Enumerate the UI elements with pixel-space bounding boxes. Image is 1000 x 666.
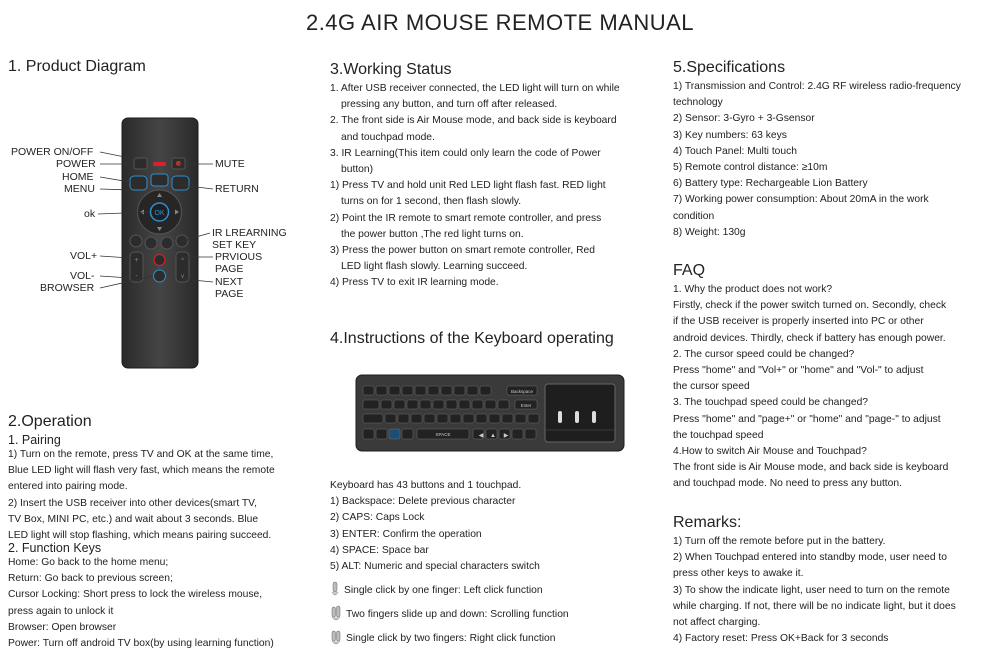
operation-heading: 2.Operation xyxy=(8,413,92,430)
faq-line: the cursor speed xyxy=(673,381,750,393)
working-status-text xyxy=(330,81,620,292)
faq-line: Firstly, check if the power switch turned on. Secondly, check xyxy=(673,300,947,312)
faq-line: the touchpad speed xyxy=(673,429,764,441)
working-status-heading: 3.Working Status xyxy=(330,61,452,78)
remarks-heading: Remarks: xyxy=(673,514,742,531)
keyboard-item: 2) CAPS: Caps Lock xyxy=(330,512,425,524)
working-line: the power button ,The red light turns on. xyxy=(341,228,524,240)
backspace-key-label: Backspace xyxy=(510,389,534,394)
working-line: turns on for 1 second, then flash slowly. xyxy=(341,196,522,208)
spec-line: 8) Weight: 130g xyxy=(673,226,746,238)
svg-text:◀: ◀ xyxy=(478,433,484,439)
label-next-page-1: NEXT xyxy=(215,276,244,288)
faq-heading: FAQ xyxy=(673,262,706,279)
label-return: RETURN xyxy=(215,183,259,195)
space-key-label: SPACE xyxy=(435,432,451,437)
svg-text:▲: ▲ xyxy=(490,433,496,439)
function-line: Cursor Locking: Short press to lock the wireless mouse, xyxy=(8,589,263,601)
svg-text:v: v xyxy=(181,274,184,280)
spec-line: 3) Key numbers: 63 keys xyxy=(673,129,787,141)
pairing-line: 1) Turn on the remote, press TV and OK at the same time, xyxy=(8,449,274,460)
pairing-line: TV Box, MINI PC, etc.) and wait about 3 seconds. Blue xyxy=(8,513,259,525)
working-line: 4) Press TV to exit IR learning mode. xyxy=(330,277,499,289)
working-line: 1. After USB receiver connected, the LED light will turn on while xyxy=(330,83,620,94)
function-line: Browser: Open browser xyxy=(8,621,117,633)
faq-line: Press "home" and "page+" or "home" and "page-" to adjust xyxy=(673,413,941,425)
working-line: 2. The front side is Air Mouse mode, and back side is keyboard xyxy=(330,115,617,127)
spec-line: technology xyxy=(673,97,723,109)
keyboard-illustration xyxy=(355,374,625,452)
faq-line: and touchpad mode. No need to press any button. xyxy=(673,478,902,490)
label-ir-learning: IR LREARNING xyxy=(212,227,287,239)
gesture-label: Single click by two fingers: Right click function xyxy=(346,632,556,644)
spec-line: condition xyxy=(673,210,715,222)
label-next-page-2: PAGE xyxy=(215,288,244,300)
function-line: press again to unlock it xyxy=(8,605,114,617)
spec-line: 7) Working power consumption: About 20mA in the work xyxy=(673,194,929,206)
specifications-text xyxy=(673,79,961,241)
gesture-label: Two fingers slide up and down: Scrolling function xyxy=(346,608,569,620)
remark-line: press other keys to awake it. xyxy=(673,568,804,580)
spec-line: 1) Transmission and Control: 2.4G RF wireless radio-frequency xyxy=(673,81,961,92)
two-finger-scroll-icon xyxy=(330,604,342,624)
two-finger-tap-icon xyxy=(330,628,342,648)
remark-line: 3) To show the indicate light, user need to turn on the remote xyxy=(673,584,950,596)
working-line: 3) Press the power button on smart remote controller, Red xyxy=(330,245,595,257)
gesture-list xyxy=(330,578,569,650)
faq-line: Press "home" and "Vol+" or "home" and "Vol-" to adjust xyxy=(673,365,924,377)
enter-key-label: Enter xyxy=(520,403,532,408)
label-mute: MUTE xyxy=(215,158,245,170)
svg-text:+: + xyxy=(134,257,139,264)
specifications-heading: 5.Specifications xyxy=(673,59,786,76)
remarks-text xyxy=(673,534,956,647)
touchpad xyxy=(545,384,615,442)
function-line: Return: Go back to previous screen; xyxy=(8,573,173,585)
working-line: button) xyxy=(341,164,374,176)
spec-line: 4) Touch Panel: Multi touch xyxy=(673,145,798,157)
label-menu: MENU xyxy=(64,183,95,195)
faq-line: 2. The cursor speed could be changed? xyxy=(673,348,855,360)
gesture-item xyxy=(330,578,569,602)
page-title: 2.4G AIR MOUSE REMOTE MANUAL xyxy=(305,10,695,35)
pairing-text xyxy=(8,447,275,544)
faq-line: 1. Why the product does not work? xyxy=(673,284,833,295)
label-set-key: SET KEY xyxy=(212,239,257,251)
spec-line: 6) Battery type: Rechargeable Lion Battery xyxy=(673,178,868,190)
label-power-onoff: POWER ON/OFF xyxy=(11,146,94,158)
diagram-leader-lines xyxy=(0,0,263,320)
working-line: pressing any button, and turn off after released. xyxy=(341,99,558,111)
keyboard-summary: Keyboard has 43 buttons and 1 touchpad. xyxy=(330,480,522,491)
faq-line: 3. The touchpad speed could be changed? xyxy=(673,397,869,409)
label-previous-page-2: PAGE xyxy=(215,263,244,275)
faq-text xyxy=(673,282,948,493)
remark-line: 4) Factory reset: Press OK+Back for 3 seconds xyxy=(673,633,889,645)
faq-line: android devices. Thirdly, check if battery has enough power. xyxy=(673,332,946,344)
function-line: Power: Turn off android TV box(by using learning function) xyxy=(8,638,274,650)
keyboard-item: 5) ALT: Numeric and special characters switch xyxy=(330,561,540,573)
label-ok: ok xyxy=(84,208,96,220)
label-previous-page-1: PRVIOUS xyxy=(215,251,263,263)
label-power: POWER xyxy=(56,158,96,170)
label-vol-minus: VOL- xyxy=(70,270,95,282)
diagram-heading: 1. Product Diagram xyxy=(8,58,146,75)
pairing-line: LED light will stop flashing, which means pairing succeed. xyxy=(8,530,272,542)
function-keys-heading: 2. Function Keys xyxy=(8,541,102,555)
spec-line: 5) Remote control distance: ≥10m xyxy=(673,162,828,174)
gesture-item xyxy=(330,602,569,626)
function-keys-text xyxy=(8,555,274,652)
faq-line: if the USB receiver is properly inserted into PC or other xyxy=(673,316,924,328)
gesture-label: Single click by one finger: Left click function xyxy=(344,584,543,596)
pairing-line: 2) Insert the USB receiver into other devices(smart TV, xyxy=(8,497,257,509)
keyboard-heading: 4.Instructions of the Keyboard operating xyxy=(330,330,614,347)
pairing-line: Blue LED light will flash very fast, which means the remote xyxy=(8,465,275,477)
faq-line: The front side is Air Mouse mode, and back side is keyboard xyxy=(673,462,949,474)
label-home: HOME xyxy=(62,171,94,183)
gesture-item xyxy=(330,626,569,650)
label-vol-plus: VOL+ xyxy=(70,250,98,262)
label-browser: BROWSER xyxy=(40,282,95,294)
ok-key-label: OK xyxy=(154,210,165,217)
faq-line: 4.How to switch Air Mouse and Touchpad? xyxy=(673,446,867,458)
svg-text:▶: ▶ xyxy=(503,433,509,439)
remark-line: 2) When Touchpad entered into standby mode, user need to xyxy=(673,552,948,564)
remark-line: while charging. If not, there will be no indicate light, but it does xyxy=(673,600,956,612)
svg-text:-: - xyxy=(135,273,138,280)
svg-text:^: ^ xyxy=(181,258,184,264)
spec-line: 2) Sensor: 3-Gyro + 3-Gsensor xyxy=(673,113,815,125)
pairing-line: entered into pairing mode. xyxy=(8,481,128,493)
function-line: Home: Go back to the home menu; xyxy=(8,557,169,568)
pairing-heading: 1. Pairing xyxy=(8,433,61,447)
keyboard-text xyxy=(330,478,540,575)
keyboard-item: 4) SPACE: Space bar xyxy=(330,544,429,556)
keyboard-item: 3) ENTER: Confirm the operation xyxy=(330,528,482,540)
remark-line: 1) Turn off the remote before put in the battery. xyxy=(673,536,886,547)
working-line: 2) Point the IR remote to smart remote controller, and press xyxy=(330,212,602,224)
one-finger-tap-icon xyxy=(330,580,340,600)
keyboard-item: 1) Backspace: Delete previous character xyxy=(330,496,516,508)
working-line: 3. IR Learning(This item could only learn the code of Power xyxy=(330,147,601,159)
working-line: and touchpad mode. xyxy=(341,131,435,143)
working-line: 1) Press TV and hold unit Red LED light flash fast. RED light xyxy=(330,180,606,192)
working-line: LED light flash slowly. Learning succeed. xyxy=(341,261,528,273)
remark-line: not affect charging. xyxy=(673,617,761,629)
